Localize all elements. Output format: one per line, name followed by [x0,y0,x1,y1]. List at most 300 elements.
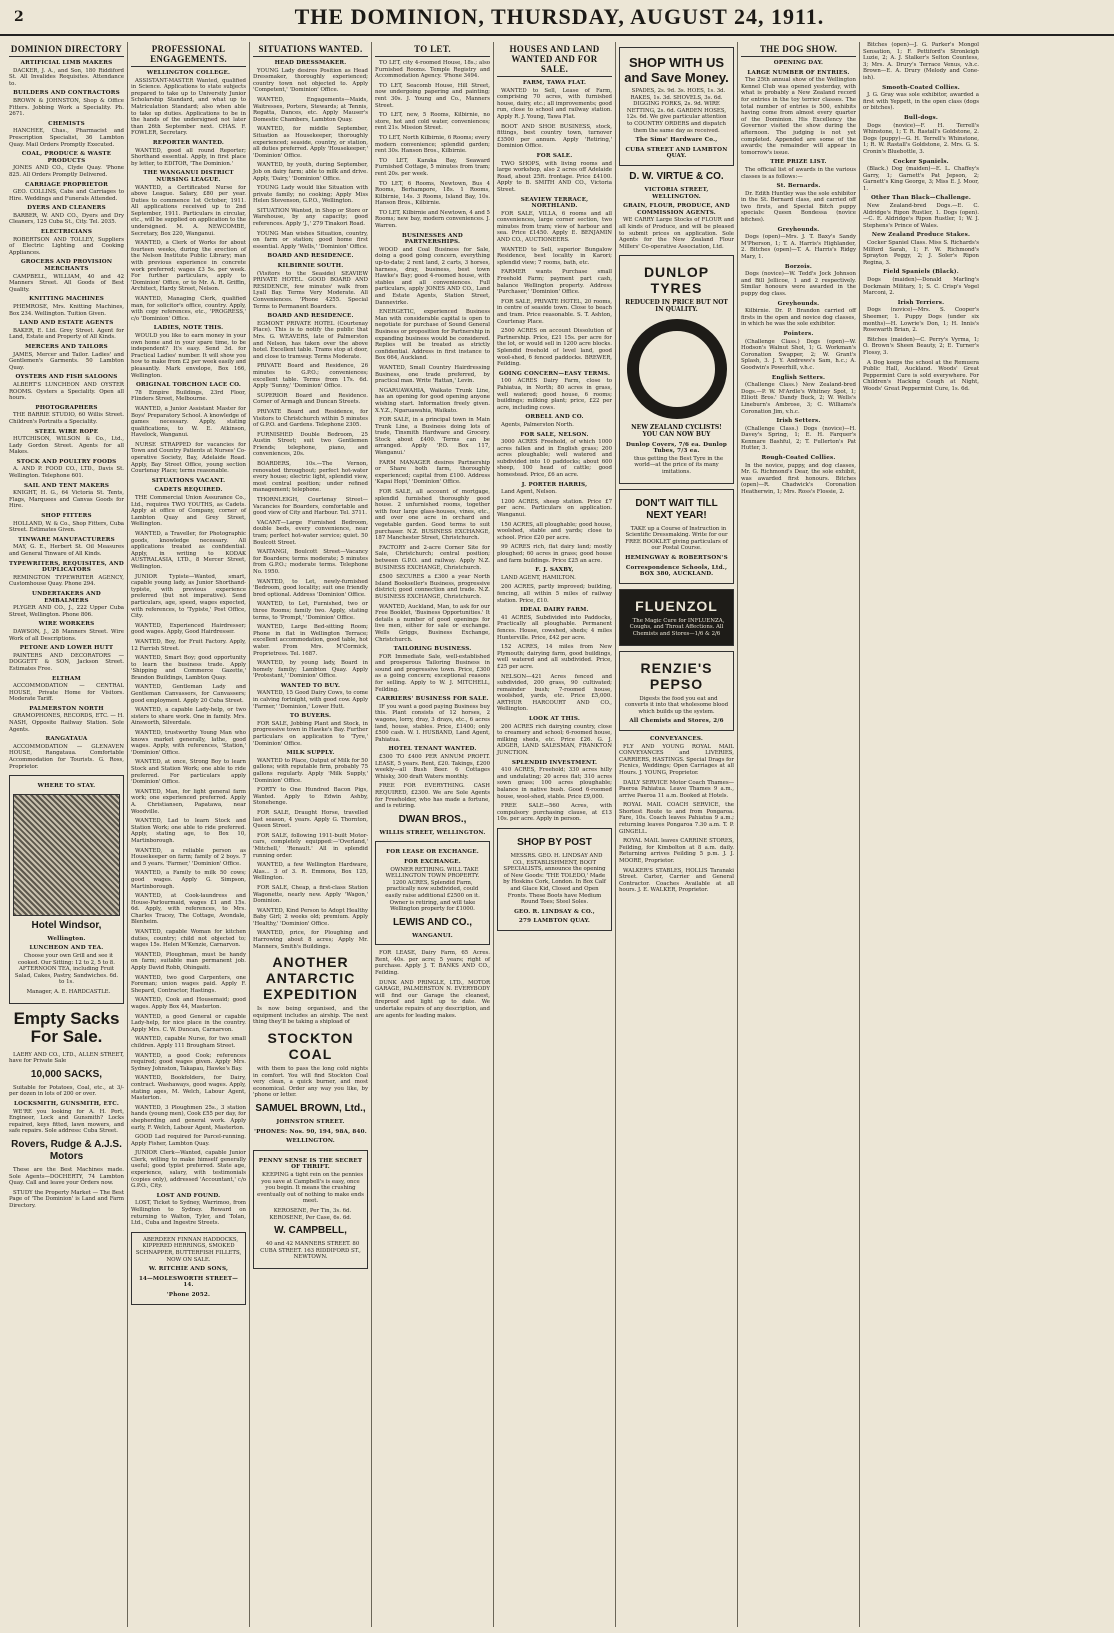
listing-item [9,151,124,178]
listing-item [9,320,124,341]
listing-text: FACTORY and 2-acre Corner Site for Sale, Christchurch; central position; between G.P.O. and railway. Apply N.Z. BUSINESS EXCHANGE, Christchurch. [375,544,490,571]
listing-item [253,126,368,159]
newspaper-title: THE DOMINION, THURSDAY, AUGUST 24, 1911. [294,4,825,29]
penny-headline: PENNY SENSE IS THE SECRET OF THRIFT. [258,1157,363,1171]
listing-item [253,313,368,360]
listing-item [9,259,124,293]
virtue-ad [619,171,734,250]
post-text: MESSRS. GEO. H. LINDSAY AND CO., ESTABLISHMENT, BOOT SPECIALISTS, announce the opening of New Goods: 'THE TOLEDO,' Made by Hoskins Cork, London. In Box Calf and Glace Kid, Closed and Open Fronts. These Boots have Medium Round Toes; Steel Soles. [503,852,606,906]
fish-phone: 'Phone 2052. [166,1291,211,1298]
listing-item [131,140,246,167]
listing-title: HEAD DRESSMAKER. [274,60,347,66]
listing-title: REPORTER WANTED. [152,139,225,146]
listing-title: Bull-dogs. [903,114,939,121]
listing-title: CARRIERS' BUSINESS FOR SALE. [376,696,489,703]
listing-item [253,432,368,458]
dunlop-price: Dunlop Covers, 7/6 ea. Dunlop Tubes, 7/3 ea. [625,441,728,455]
listing-text: FOR SALE, following 1911-built Motor-cars, completely equipped:—'Overland,' 'Mitchell,' 'Renault.' All in splendid running order. [253,832,368,859]
listing-item [253,683,368,710]
listing-text: WANTED, by young lady, Board in homely family; Lambton Quay. Apply 'Protestant,' 'Dominion' Office. [253,660,368,680]
listing-title: STEEL WIRE ROPE [34,428,99,435]
hotel-illustration [13,794,120,916]
penny-ad [253,1150,368,1269]
listing-item [9,429,124,456]
listing-text: JONES AND CO., Clyde Quay. 'Phone 825. All Orders Promptly Delivered. [9,165,124,178]
listing-item [375,112,490,132]
listing-item [131,1036,246,1049]
listing-item [497,544,612,564]
listing-text: Dogs (novice)—W. Tedd's Jock Johnson and Bill Jellicoe, 1 and 2 respectively. Similar honours were awarded in the puppy dog class. [741,271,856,297]
listing-item [497,803,612,823]
listing-text: WANTED, a capable Lady-help, or two sisters to share work. One in family. Mrs. Ainsworth, Silverdale. [131,707,246,727]
dunlop-note: thus getting the Best Tyre in the world—at the price of its many imitations. [633,455,724,476]
listing-text: WANTED, a Certificated Nurse for above League. Salary, £80 per year. Duties to commence 1st October, 1911. All applications received up to 2nd September, 1911. Particulars in circular, etc., will be supplied on application to the undersigned. M. A. NEWCOMBE, Secretary, Box 220, Wanganui. [131,184,246,237]
listing-item [253,660,368,680]
listing-text: £300 TO £400 PER ANNUM PROFIT. LEASE, 5 years. Rent, £20. Takings, £200 weekly—all Bush Beer. 6 Cottages Whisky, 300 draft Waters monthly. [375,754,490,780]
listing-text: In the novice, puppy, and dog classes, Mr. G. Richmond's Dear, the sole exhibit, was awarded first honours. Bitches (open)—R. Chadwick's Coronation Heatherwin, 1; Mrs. Ross's Flossie, 2. [741,462,856,496]
listing-item [741,375,856,416]
listing-text: 200 ACRES, partly improved; building, fencing, all within 5 miles of railway station. Price, £10. [497,584,612,604]
antarctic-firm: SAMUEL BROWN, Ltd., [255,1103,366,1114]
listing-item [253,908,368,928]
directory-listings [9,60,124,770]
listing-item [131,487,246,528]
dwan-ad [375,814,490,837]
antarctic-text: Is now being organised, and the equipment includes an airship. The next thing they'll be taking a shipload of [253,1006,368,1026]
listing-item [497,607,612,641]
professional-heading: PROFESSIONAL ENGAGEMENTS. [131,44,246,67]
listing-item [9,182,124,203]
listing-text: WANTED, a good General or capable Lady-help, for nice place in the country. Apply Mrs. C. W. Duncan, Carnarvon. [131,1013,246,1033]
listing-item [9,344,124,371]
listing-item [375,388,490,414]
listing-text: FOR SALE, all account of mortgage, splendid furnished thoroughly good house. 2 unfurnished rooms, together with four large glass-houses, vines, etc., and over one acre in orchard and vegetable garden. Good terms to suit purchaser. N.Z. BUSINESS EXCHANGE, 187 Manchester Street, Christchurch. [375,489,490,542]
listing-item [619,868,734,894]
sacks-qty: 10,000 SACKS, [30,1068,103,1080]
listing-item [375,417,490,457]
listing-title: Pointers. [783,330,814,337]
listing-item [9,90,124,117]
listing-title: UNDERTAKERS AND EMBALMERS [32,590,101,604]
listing-item [131,406,246,439]
directory-heading: DOMINION DIRECTORY [9,44,124,57]
listing-title: STOCK AND POULTRY FOODS [16,458,117,465]
listing-text: TO LET, 6 Rooms, Newtown, Bus 4 Rooms, Berhampore, 18s. 1 Rooms, Kilbirnie, 14s. 3 Rooms, Island Bay, 10s. Hanson Bros., Kilbirnie. [375,180,490,207]
shop-address: CUBA STREET AND LAMBTON QUAY. [625,146,728,160]
situations-heading: SITUATIONS WANTED. [253,44,368,57]
listing-title: SHOP FITTERS [41,513,92,520]
listing-title: PETONE AND LOWER HUTT [19,645,114,652]
listing-title: GOING CONCERN—EASY TERMS. [498,370,611,377]
listing-item [131,1014,246,1034]
listing-text: PAINTERS AND DECORATORS — DOGGETT & SON, Jackson Street. Estimates Free. [9,652,124,672]
pepso-name: RENZIE'S PEPSO [640,659,713,692]
listing-title: English Setters. [771,374,826,381]
antarctic-product: STOCKTON COAL [267,1030,354,1063]
listing-text: IF you want a good paying Business buy this. Plant consists of 12 horses, 2 wagons, lorry, dray, 3 drays, etc., 6 acres land, house, stables. Price, £1400; only £500 cash. W. I. HUSBAND, Land Agent, Pahiatua. [375,703,490,743]
listing-title: J. PORTER HARRIS, [521,481,588,488]
listing-text: WANTED, a Family to milk 50 cows; good wages. Apply G. Simpson, Martinborough. [131,870,246,890]
listing-item [375,696,490,743]
listing-title: F. J. SAXBY, [535,567,574,574]
exchange-text: OWNER RETIRING. WILL TAKE WELLINGTON TOWN PROPERTY. 1200 ACRES, Splendid Farm, practically now subdivided, could easily raise additional £2500 on it. Owner is retiring, and will take Wellington property for £1000. [385,866,480,913]
listing-title: ORBELL AND CO. [525,414,584,421]
listing-text: PHEMROSE, Mrs. Knitting Machines, Box 234. Wellington. Tuition Given. [9,304,124,317]
listing-item [375,646,490,693]
listing-title: TO BUYERS. [289,713,332,720]
directory-footer: STUDY the Property Market — The Best Page of 'The Dominion' is Land and Farm Directory. [9,1189,124,1209]
pepso-text: Digests the food you eat and converts it into that wholesome blood which builds up the system. [624,695,729,715]
listing-text: WANTED, good all round Reporter; Shorthand essential. Apply, in first place by letter, to EDITOR, 'The Dominion.' [131,147,246,167]
sacks-text: LAERY AND CO., LTD., ALLEN STREET, have for Private Sale [9,1051,124,1065]
listing-item [253,601,368,621]
listing-text: WANTED, trustworthy Young Man who knows market generally, lathe, good wages. Apply, with references, 'Station,' 'Dominion' Office. [131,730,246,756]
fish-address: 14—MOLESWORTH STREET—14. [138,1275,239,1289]
dont-wait-headline: DON'T WAIT TILL NEXT YEAR! [635,497,718,521]
listing-text: FOR SALE, Cheap, a first-class Station Wagonette, nearly new. Apply 'Wagon,' Dominion. [253,884,368,905]
page-columns [6,42,1108,1627]
listing-text: MAY, G. E., Herbert St. Oil Measures and General Tinware of All Kinds. [9,544,124,557]
listing-title: LOOK AT THIS. [528,716,581,723]
dog-show-subheading: OPENING DAY. [773,60,824,66]
listing-text: WANTED, two good Carpenters, one Foreman; union wages paid. Apply F. Shepard, Contractor, Hastings. [131,974,246,994]
listing-text: BOOT AND SHOE BUSINESS, stock, fittings, best country town, turnover £3500 per annum. Apply 'Retiring,' Dominion Office. [497,123,612,150]
listing-item [9,121,124,148]
listing-item [131,240,246,293]
houses-heading: HOUSES AND LAND WANTED AND FOR SALE. [497,44,612,77]
listing-text: BOARDERS, 10s.—The Vernon, renovated throughout; perfect hot-water every house; electric light, splendid view, most central position; under refined management; telephone. [253,461,368,494]
listing-title: THE PRIZE LIST. [770,159,827,166]
listing-item [253,862,368,882]
listing-item [741,418,856,452]
listing-text: WANTED, 15 Good Dairy Cows, to come in calving fortnight, with good cow. Apply 'Farmer,' 'Dominion,' Lower Hutt. [253,690,368,710]
listing-text: WOULD you like to earn money in your own home and in your spare time, to be independent? It's easy. Send 3d. for Practical Ladies' number. It will show you how to make from £2 per week easily and pleasantly. Mark envelope, Box 166, Wellington. [131,332,246,379]
dont-wait-address: Correspondence Schools, Ltd., BOX 380, AUCKLAND. [625,564,728,578]
virtue-name: D. W. VIRTUE & CO. [629,170,724,182]
listing-title: PALMERSTON NORTH [29,705,104,712]
listing-title: ELTHAM [52,675,81,682]
listing-text: WANTED, by youth, during September, Job on dairy farm; able to milk and drive. Apply, 'Dairy,' 'Dominion' Office. [253,162,368,182]
listing-text: 99 ACRES rich, flat dairy land; mostly ploughed; 60 acres in grass; good house and farm buildings. Price £25 an acre. [497,544,612,564]
listing-item [497,716,612,757]
hotel-windsor-ad [9,775,124,1003]
fluenzol-text: The Magic Cure for INFLUENZA, Coughs, and Throat Affections. All Chemists and Stores—1/6 & 2/6 [629,617,725,637]
listing-text: 410 ACRES, Freehold; 330 acres hilly and undulating; 20 acres flat; 310 acres sown grass; 100 acres ploughable; balance in native bush. Good 6-roomed house, wool-shed, stable. Price £9,000. [497,767,612,800]
listing-text: WOOD and Coal Business for Sale, doing a good going concern, everything up-to-date; 2 rent land, 2 carts, 3 horses, harness, dray, business, best town Hawke's Bay; good 4-roomed house, with stables and all conveniences. Full particulars, apply JONES AND CO., Land and Estate Agents, Station Street, Dannevirke. [375,246,490,306]
listing-text: Bitches (open)—J. G. Parker's Mongol Sensation, 1; F. Pettiford's Stronleigh Luzie, 2; A. J. Stalker's Selton Countess, 3; Mrs. A. Drury's Terrace Venus, v.h.c. Brown—E. A. Drury (Melody and Cone-ish). [863,42,979,81]
listing-title: TINWARE MANUFACTURERS [18,536,115,543]
listing-item [131,296,246,322]
listing-title: FARM, TAWA FLAT. [522,80,587,86]
listing-title: DYERS AND CLEANERS [27,205,106,212]
listing-text: TO LET, North Kilbirnie, 6 Rooms; every modern convenience; splendid garden; rent 30s. Hanson Bros., Kilbirnie. [375,134,490,155]
professional-listings [131,70,246,1227]
listing-item [863,195,979,229]
listing-text: WANTED, a Junior Assistant Master for Boys' Preparatory School. A knowledge of games necessary. Apply, stating qualifications, to W. E. Atkinson, Havelock, Wanganui. [131,405,246,439]
listing-text: YOUNG Lady desires Position as Head Dressmaker, thoroughly experienced; country town not objected to. Apply 'Competent,' 'Dominion' Office. [253,67,368,94]
listing-text: WALKER'S STABLES, HOLLIS Taranaki Street. Carter, Carrier and General Contractor. Coaches Available at all hours. J. E. WALKER, Proprietor. [619,867,734,894]
listing-item [497,197,612,244]
masthead-spacer [1095,9,1100,25]
listing-title: ELECTRICIANS [40,229,93,236]
listing-text: TO LET, Kilbirnie and Newtown, 4 and 5 Rooms; new bay, modern conveniences. J. Warren. [375,209,490,230]
listing-text: WANTED, Gentleman Lady and Gentleman Canvassers, for Canvassers; good employment. Apply 20 Cuba Street. [131,684,246,704]
listing-item [863,42,979,82]
antarctic-address: JOHNSTON STREET. [276,1119,345,1125]
lease-text: FOR LEASE, Dairy Farm, 65 Acres. Rent, 40s. per acre; 5 years; right of purchase. Apply J. T. BANKS AND CO., Feilding. [375,950,490,977]
listing-text: DACKER, J. A., and Son, 180 Riddiford St. All Invalides Requisites. Attendance to. [9,67,124,87]
listing-text: THE Commercial Union Assurance Co., Ltd., requires TWO YOUTHS, as Cadets. Apply at office of Company, corner of Lambton Quay and Grey Street, Wellington. [131,495,246,528]
listing-title: PHOTOGRAPHERS [35,404,98,411]
dont-wait-firm: HEMINGWAY & ROBERTSON'S [625,555,728,561]
listing-item [375,460,490,486]
listing-title: CHEMISTS [48,120,85,127]
listing-text: TO LET, Karaka Bay, Seaward Furnished Cottage, 5 minutes from tram; rent 20s. per week. [375,157,490,177]
listing-item [253,787,368,807]
listing-item [9,60,124,87]
hotel-text: Choose your own Grill and see it cooked. Our Sitting: 12 to 2, 5 to 8. AFTERNOON TEA, including Fruit Salad, Cakes, Pastry, Sandwiches. 6d. to 1s. [14,953,119,986]
listing-text: WANTED, Auckland, Man, to ask for our Free Booklet, 'Business Opportunities.' It details a number of good openings for live men, either for sale or exchange. Wells Griggs, Business Exchange, Christchurch. [375,603,490,643]
listing-text: ROYAL MAIL leaves CARRINE STORES, Feilding, for Kimbolton at 8 a.m. daily. Returning arrives Feilding 5 p.m. J. J. MOORE, Proprietor. [619,838,734,865]
listing-text: (Challenge Class.) New Zealand-bred Dogs.—P. W. M'Ardle's Whitney Spot, 1; Elliott Bros.' Dandy Buck, 2; W. Wells's Lineburn's Ambrose, 3; C. Williams's Coronation Jim, v.h.c. [741,382,856,415]
listing-item [131,684,246,704]
listing-text: WANTED, a Traveller, for Photographic goods, knowledge necessary. All applications treated as confidential. Apply, in writing to KODAK AUSTRALASIA, LTD., 8 Mercer Street, Wellington. [131,531,246,570]
dog-show-report [741,70,856,496]
listing-title: FOR SALE. [536,152,573,159]
listing-text: GRAMOPHONES, RECORDS, ETC. — H. NASH, Opposite Railway Station. Sole Agents. [9,713,124,733]
listing-item [253,461,368,494]
listing-item [131,325,246,379]
listing-title: MERCERS AND TAILORS [25,343,108,350]
listing-text: SUPERIOR Board and Residence. Corner of Armagh and Duncan Streets. [253,392,368,406]
listing-title: SAIL AND TENT MAKERS [23,482,110,489]
listing-text: FARMER wants Purchase small Freehold Farm; payment part cash, balance Wellington property. Address 'Purchaser,' 'Dominion' Office. [497,269,612,296]
listing-text: J. G. Gray was sole exhibitor, awarded a first with Yeppett, in the open class (dogs or bitches). [863,92,979,112]
listing-title: CONVEYANCES. [649,735,704,742]
listing-item [863,360,979,393]
listing-item [131,574,246,620]
listing-title: IDEAL DAIRY FARM. [520,607,589,614]
listing-item [253,810,368,830]
listing-item [9,645,124,672]
fluenzol-ad [619,589,734,646]
hotel-meals: LUNCHEON AND TEA. [29,945,104,952]
listing-text: YOUNG Man wishes Situation, country, on farm or station; good home first essential. Apply 'Wells,' 'Dominion' Office. [253,230,368,250]
listing-text: 100 ACRES Dairy Farm, close to Pahiatua, in North; 80 acres in grass, well watered; good house, 6 rooms; buildings; milking plant; price, £22 per acre, including cows. [497,378,612,411]
listing-title: Field Spaniels (Black). [883,269,959,276]
listing-item [131,952,246,972]
listing-text: ACCOMMODATION — CENTRAL HOUSE, Private Home for Visitors. Moderate Tariff. [9,683,124,703]
listing-title: Smooth-Coated Collies. [882,84,960,91]
listing-text: FOR SALE, Draught Horse, travelled last season, 4 years. Apply G. Thornton, Queen Street. [253,809,368,830]
listing-text: WANTED, Experienced Hairdresser; good wages. Apply, Good Hairdresser. [131,622,246,636]
listing-item [131,929,246,949]
listing-text: WANTED, Boy, for Fruit Factory. Apply, 12 Farrish Street. [131,638,246,652]
listing-item [497,80,612,121]
listing-item [497,522,612,542]
column-professional [128,42,250,1627]
listing-item [497,499,612,519]
listing-text: WANTED to Sell, superior Bungalow Residence, best locality in Karori; splendid view; 7 rooms, bath, etc. [497,246,612,266]
listing-text: (Visitors to the Seaside) SEAVIEW PRIVATE HOTEL. GOOD BOARD AND RESIDENCE, few minutes' walk from Lyall Bay. Terms Very Moderate. All Conveniences. 'Phone 4255. Special Terms to Permanent Boarders. [253,270,368,310]
listing-item [131,759,246,785]
listing-title: BOARD AND RESIDENCE. [267,313,354,320]
listing-item [375,574,490,600]
listing-text: NGARUAWAHIA, Waikato Trunk Line, has an opening for good opening anyone wishing start. Information freely given. X.Y.Z., Ngaruawahia, Waikato. [375,387,490,414]
listing-item [741,227,856,261]
listing-item [497,247,612,267]
listing-item [863,337,979,357]
listing-item [253,363,368,389]
listing-text: FREE SALE—560 Acres, with compulsory purchasing clause, at £13 10s. per acre. Apply in person. [497,803,612,823]
listing-item [375,309,490,362]
dunk-text: DUNK AND PRINGLE, LTD., MOTOR GARAGE, PALMERSTON N. EVERYBODY will find our Garage the cleanest, fireproof and light up to date. We undertake repairs of any description, and are agents for leading makes. [375,979,490,1019]
listing-text: YOUNG Lady would like Situation with private family; no cooking; Apply Miss Helen Stevenson, G.P.O., Wellington. [253,185,368,205]
listing-text: JUNIOR Clerk—Wanted, capable Junior Clerk, willing to make himself generally useful; good typist preferred. State age, experience, salary, with testimonials (copies only), addressed 'Accountant,' c/o G.P.O., City. [131,1150,246,1190]
listing-text: WANTED to Place, Output of Milk for 50 gallons; with reputable firm, probably 75 gallons regularly. Apply 'Milk Supply,' 'Dominion' Office. [253,757,368,784]
locksmith-ad [9,1101,124,1135]
locksmith-headline: LOCKSMITH, GUNSMITH, ETC. [14,1100,119,1107]
motors-headline: Rovers, Rudge & A.J.S. Motors [11,1138,122,1162]
listing-item [9,591,124,618]
listing-title: KILBIRNIE SOUTH. [277,263,344,270]
dont-wait-text: TAKE up a Course of Instruction in Scientific Dressmaking. Write for our FREE BOOKLET giving particulars of our Postal Course. [625,525,728,552]
listing-title: SEAVIEW TERRACE, NORTHLAND. [520,196,589,210]
fluenzol-name: FLUENZOL [635,597,718,614]
tyre-icon [627,319,727,419]
listing-item [9,459,124,480]
antarctic-headline: ANOTHER ANTARCTIC EXPEDITION [263,954,358,1003]
listing-item [497,584,612,604]
listing-text: WANTED, Small Country Hairdressing Business, one trade preferred, by practical man. Write 'Rattan,' Levin. [375,364,490,385]
listing-title: LARGE NUMBER OF ENTRIES. [747,69,850,76]
listing-item [863,85,979,112]
listing-text: PRIVATE Board and Residence, for Visitors to Christchurch within 5 minutes of G.P.O. and Gardens. Telephone 2305. [253,408,368,429]
listing-item [741,301,856,328]
listing-item [497,269,612,295]
listing-item [131,707,246,727]
listing-title: WANTED TO BUY. [280,682,341,689]
listing-text: WANTED, Smart Boy; good opportunity to learn the business trade. Apply 'Shipping and Commerce Gazette,' Brandon Buildings, Lambton Quay. [131,655,246,681]
listing-text: WANTED, Ploughman, must be handy on farm; suitable man permanent job. Apply David Robb, Ohingaiti. [131,951,246,972]
listing-item [741,159,856,180]
listing-item [253,263,368,310]
listing-item [253,520,368,546]
antarctic-ad [253,954,368,1145]
column-situations-wanted [250,42,372,1627]
listing-text: WAITANGI, Boulcott Street—Vacancy for Boarders; terms moderate; 5 minutes from G.P.O.; moderate terms. Telephone No. 1950. [253,549,368,575]
antarctic-phones: 'PHONES: Nos. 90, 194, 98A, 840. [254,1128,367,1135]
listing-text: WANTED to Sell, Lease of Farm, comprising 70 acres, with furnished house, dairy, etc.; all improvements; good run, close to school and railway station. Apply R. J. Young, Tawa Flat. [497,87,612,120]
listing-text: FOR Immediate Sale, well-established and prosperous Tailoring Business in sound and progressive town. Price, £300 as a going concern; exceptional reasons for selling. Apply to W. J. MITCHELL, Feilding. [375,653,490,693]
listing-title: BOARD AND RESIDENCE. [267,253,354,260]
listing-item [253,97,368,123]
listing-text: WANTED, Large Bed-sitting Room; Phone in flat in Wellington Terrace; excellent accommodation, good table, hot water. From Mrs. M'Cormick, Proprietress. Tel. 1687. [253,624,368,657]
listing-title: Other Than Black—Challenge. [870,195,972,202]
listing-text: (Black.) Dog (maiden)—E. L. Chaffey's Garry, 1; Garnett's Pat Jepson, 2; Garnett's King George, 3; Miss E. J. Moor, 1. [863,166,979,192]
listing-text: FORTY to One Hundred Bacon Pigs, Wanted. Apply to Edwin Ashby, Stonehenge. [253,787,368,807]
listing-text: WANTED, a Clerk of Works for about fourteen weeks, during the erection of the Nelson Institute Public Library; man with previous experience in concrete work preferred; wages £3 5s. per week. For further particulars, apply to 'Dominion' Office, or to Mr. A. R. Griffin, Architect, Hardy Street, Nelson. [131,240,246,293]
listing-text: REMINGTON TYPEWRITER AGENCY, Customhouse Quay. Phone 294. [9,574,124,588]
listing-item [9,621,124,642]
column-to-let [372,42,494,1627]
listing-title: WELLINGTON COLLEGE. [146,70,231,76]
listing-text: HUTCHISON, WILSON & Co., Ltd., Lady Gordon Street. Agents for all Makes. [9,436,124,456]
listing-title: BUSINESSES AND PARTNERSHIPS. [402,232,463,246]
listing-text: FLY AND YOUNG ROYAL MAIL CONVEYANCES and LIVERIES, CARRIERS, HASTINGS. Special Drags for Picnics, Weddings; Open Carriages at all Hours. J. YOUNG, Proprietor. [619,743,734,776]
listing-item [253,930,368,950]
situations-listings [253,60,368,950]
listing-text: WANTED, Kind Person to Adopt Healthy Baby Girl; 2 weeks old; premium. Apply 'Healthy,' 'Dominion' Office. [253,907,368,927]
listing-item [375,489,490,542]
exchange-title: FOR LEASE OR EXCHANGE. [386,849,479,856]
listing-text: WANTED, to Let, newly-furnished 'Bedroom, good locality; suit one friendly bred optional. Address 'Dominion' Office. [253,578,368,598]
listing-item [253,231,368,251]
listing-text: THE BARRIE STUDIO, 60 Willis Street. Children's Portraits a Speciality. [9,412,124,425]
antarctic-text2: with them to pass the long cold nights in comfort. You will find Stockton Coal very clean, a quick burner, and most economical. Order any way you like, by 'phone or letter. [253,1066,368,1099]
listing-text: Agents, Palmerston North. [501,421,574,428]
listing-text: WANTED, Engagements—Maids, Waitresses, Porters, Stewards; at Tennis, Regatta, Dances, etc. Apply Mauser's Domestic Chambers, Lambton Quay. [253,96,368,123]
listing-text: 41 ACRES, Subdivided into Paddocks, Practically all ploughable. Permanent fences. House, cowshed, sheds; 4 miles Hunterville. Price, £42 per acre. [497,614,612,641]
listing-text: VACANT—Large Furnished Bedroom, double beds, every convenience, near tram; perfect hot-water service; quiet. 50 Boulcott Street. [253,519,368,546]
listing-item [497,124,612,150]
listing-item [741,183,856,224]
listing-text: KNIGHT, H. G., 64 Victoria St. Tents, Flags, Marquees and Canvas Goods for Hire. [9,490,124,510]
listing-title: TAILORING BUSINESS. [393,646,472,653]
listing-text: FREE FOR EVERYTHING. CASH REQUIRED, £2300. We are Sole Agents for Freeholder, who has made a fortune, and is retiring. [375,783,490,810]
listing-item [131,1075,246,1101]
listing-text: TO LET, city 4-roomed House, 18s.; also Furnished Rooms. Temple Registry and Accommodation Agency. 'Phone 3494. [375,60,490,80]
exchange-ad [375,841,490,945]
listing-title: Greyhounds. [777,226,820,233]
listing-item [131,789,246,815]
listing-title: COAL, PRODUCE & WASTE PRODUCTS [21,151,112,164]
listing-item [253,162,368,182]
listing-item [741,70,856,157]
listing-title: THE WANGANUI DISTRICT NURSING LEAGUE. [143,170,234,183]
listing-text: DAWSON, J., 28 Manners Street. Wire Work of all Descriptions. [9,628,124,642]
exchange-town: WANGANUI. [412,932,453,939]
listing-text: JUNIOR Typiste—Wanted, smart, capable young lady, as Junior Shorthand-typiste, with previous experience preferred (but not imperative). Send particulars, age, speed, wages expected, with references, to 'Typiste,' Post Office, City. [131,573,246,620]
listing-text: 200 ACRES rich dairying country, close to creamery and school; 6-roomed house, milking sheds, etc. Price £26. G. J. ADGER, LAND SALESMAN, FRANKTON JUNCTION. [497,723,612,757]
listing-item [131,997,246,1010]
motors-text: These are the Best Machines made. Sole Agents—DOCHERTY, 74 Lambton Quay. Call and leave your Orders now. [9,1166,124,1187]
listing-item [375,210,490,230]
listing-item [619,838,734,864]
listing-text: WANTED, price, for Ploughing and Harrowing about 8 acres; Apply Mr. Manners, Smith's Buildings. [253,930,368,950]
listing-text: TO LET, new, 5 Rooms, Kilbirnie, no store, hot and cold water, conveniences; rent 21s. Mission Street. [375,112,490,132]
listing-text: WANTED, a few Wellington Hardware, Alas... 3 of 3. R. Emmons, Box 125, Wellington. [253,862,368,882]
hotel-town: Wellington. [47,935,86,942]
listing-item [253,833,368,859]
hotel-manager: Manager, A. E. HARDCASTLE. [26,988,111,995]
listing-text: FOR SALE, Jobbing Plant and Stock, in progressive town in Hawke's Bay. Further particulars on application to 'Tyre,' 'Dominion' Office. [253,720,368,747]
listing-text: ROYAL MAIL COACH SERVICE, the Shortest Route to and from Pongaroa. Fare, 10s. Coach leaves Pahiatua 9 a.m.; returning leaves Pongaroa 7.30 a.m. T. P. GINGELL. [619,802,734,835]
dunlop-sub: REDUCED IN PRICE BUT NOT IN QUALITY. [625,299,728,313]
listing-item [375,135,490,155]
listing-item [131,531,246,571]
shop-by-post-ad [497,828,612,931]
listing-text: WANTED, a reliable person as Housekeeper on farm; family of 2 boys. 7 and 5 years. 'Farmer,' 'Dominion' Office. [131,847,246,867]
listing-item [131,848,246,868]
sacks-ad [9,1010,124,1098]
listing-item [131,818,246,844]
pepso-ad [619,651,734,731]
dog-show-continued-report [863,42,979,393]
listing-text: WANTED, capable Woman for kitchen duties, country; child not objected to; wages 15s. Helen M'Kenzie, Carnarvon. [131,929,246,949]
listing-text: Bitches (maiden)—C. Perry's Vyrma, 1; O. Brown's Sheen Beauty, 2; E. Turner's Flossy, 3. [863,336,979,356]
dunlop-call: NEW ZEALAND CYCLISTS! YOU CAN NOW BUY [631,424,722,439]
